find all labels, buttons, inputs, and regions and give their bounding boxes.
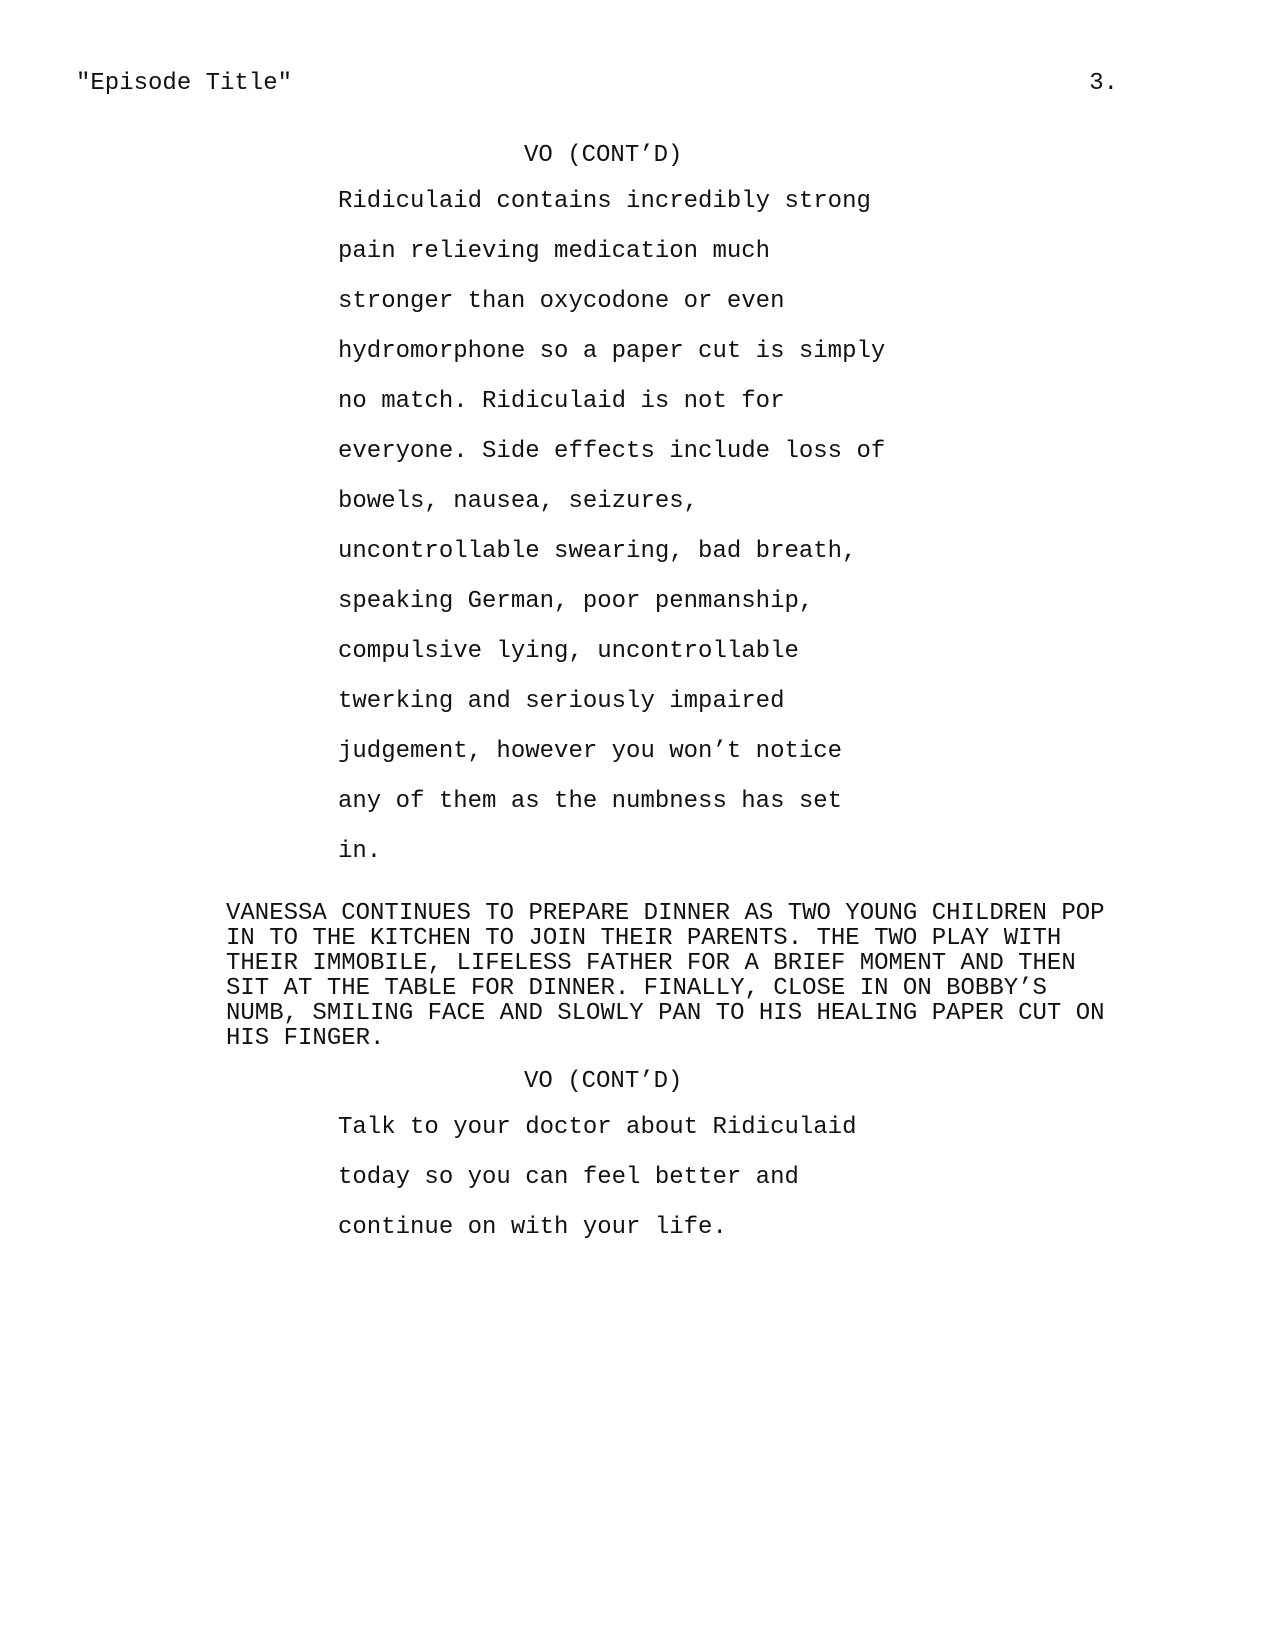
dialogue-block [338,188,978,888]
dialogue-line: compulsive lying, uncontrollable [338,638,799,665]
action-line: NUMB, SMILING FACE AND SLOWLY PAN TO HIS HEALING PAPER CUT ON [226,1000,1105,1027]
dialogue-line: continue on with your life. [338,1214,727,1241]
dialogue-line: no match. Ridiculaid is not for [338,388,785,415]
dialogue-block [338,1114,978,1264]
dialogue-line: hydromorphone so a paper cut is simply [338,338,886,365]
action-line: SIT AT THE TABLE FOR DINNER. FINALLY, CLOSE IN ON BOBBY’S [226,975,1047,1002]
dialogue-line: in. [338,838,382,865]
dialogue-line: stronger than oxycodone or even [338,288,785,315]
dialogue-line: uncontrollable swearing, bad breath, [338,538,857,565]
action-line: IN TO THE KITCHEN TO JOIN THEIR PARENTS. THE TWO PLAY WITH [226,925,1062,952]
dialogue-line: judgement, however you won’t notice [338,738,843,765]
action-block [226,901,1126,1051]
action-line: VANESSA CONTINUES TO PREPARE DINNER AS TWO YOUNG CHILDREN POP [226,900,1105,927]
dialogue-line: twerking and seriously impaired [338,688,785,715]
character-cue: VO (CONT’D) [524,142,683,169]
action-line: HIS FINGER. [226,1025,385,1052]
dialogue-line: bowels, nausea, seizures, [338,488,699,515]
dialogue-line: today so you can feel better and [338,1164,799,1191]
dialogue-line: everyone. Side effects include loss of [338,438,886,465]
dialogue-line: speaking German, poor penmanship, [338,588,814,615]
character-cue: VO (CONT’D) [524,1068,683,1095]
action-line: THEIR IMMOBILE, LIFELESS FATHER FOR A BRIEF MOMENT AND THEN [226,950,1076,977]
dialogue-line: pain relieving medication much [338,238,771,265]
header-episode-title: "Episode Title" [76,70,293,97]
dialogue-line: Ridiculaid contains incredibly strong [338,188,871,215]
dialogue-line: Talk to your doctor about Ridiculaid [338,1114,857,1141]
page-number: 3. [1089,70,1118,97]
dialogue-line: any of them as the numbness has set [338,788,843,815]
